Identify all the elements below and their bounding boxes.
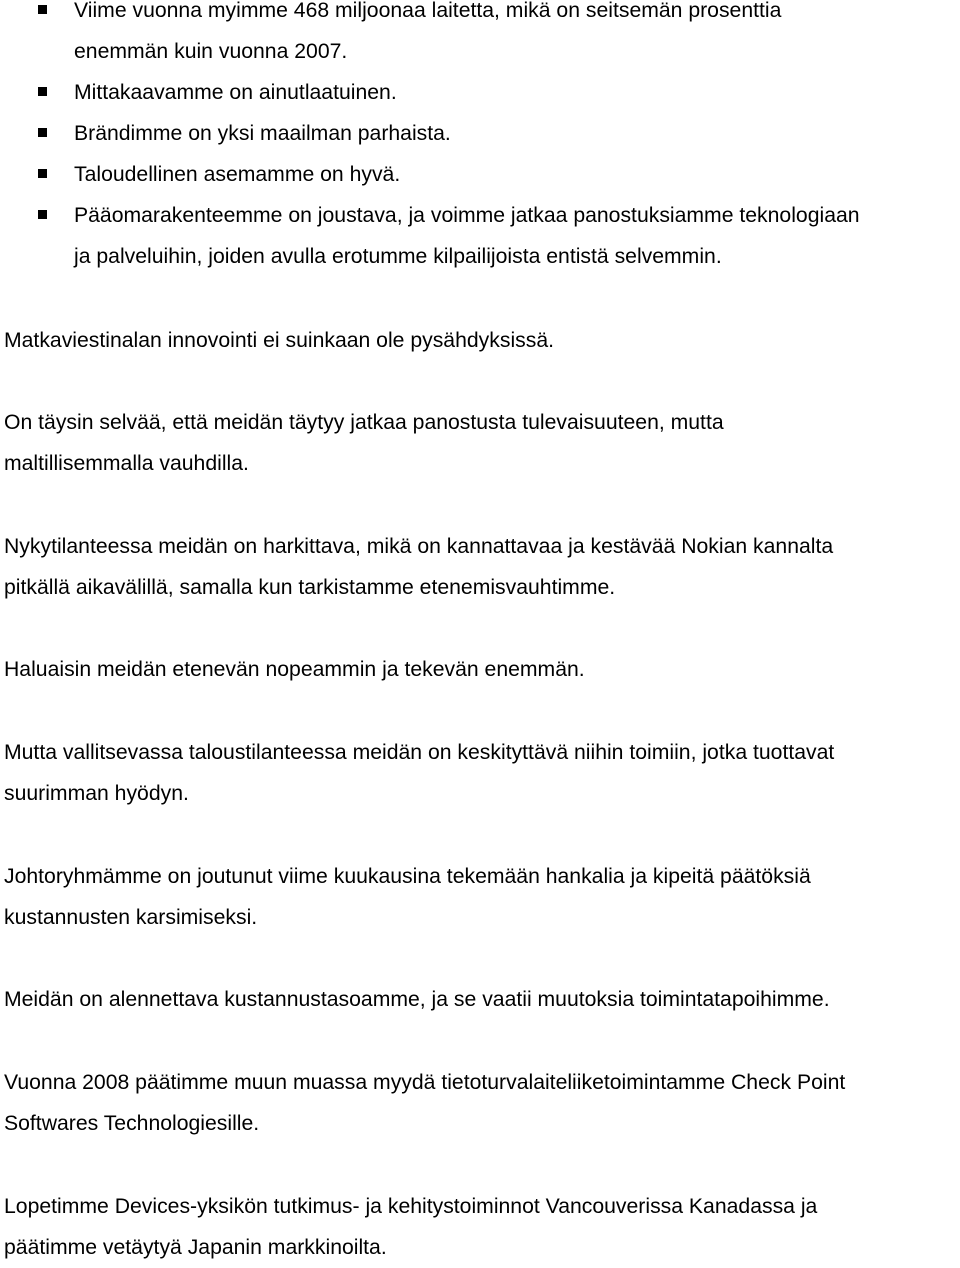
bullet-line: Brändimme on yksi maailman parhaista. [74,122,451,145]
paragraph-line: maltillisemmalla vauhdilla. [4,452,249,475]
bullet-line: Viime vuonna myimme 468 miljoonaa laitetta, mikä on seitsemän prosenttia [74,0,782,22]
paragraph-line: Nykytilanteessa meidän on harkittava, mikä on kannattavaa ja kestävää Nokian kannalta [4,535,834,558]
paragraph-line: Vuonna 2008 päätimme muun muassa myydä tietoturvalaiteliiketoimintamme Check Point [4,1071,846,1094]
paragraph [4,1062,959,1144]
bullet-item [0,0,960,72]
bullet-list [0,0,960,277]
paragraph-line: Meidän on alennettava kustannustasoamme, ja se vaatii muutoksia toimintatapoihimme. [4,988,830,1011]
paragraph [4,320,959,361]
paragraph-line: Haluaisin meidän etenevän nopeammin ja tekevän enemmän. [4,658,585,681]
paragraph-line: Matkaviestinalan innovointi ei suinkaan ole pysähdyksissä. [4,329,555,352]
square-bullet-icon [38,128,47,137]
square-bullet-icon [38,87,47,96]
paragraph-line: pitkällä aikavälillä, samalla kun tarkistamme etenemisvauhtimme. [4,576,616,599]
square-bullet-icon [38,169,47,178]
square-bullet-icon [38,210,47,219]
paragraph-line: kustannusten karsimiseksi. [4,906,258,929]
bullet-line: Taloudellinen asemamme on hyvä. [74,163,401,186]
square-bullet-icon [38,5,47,14]
bullet-line: enemmän kuin vuonna 2007. [74,40,348,63]
bullet-item [0,72,960,113]
paragraph-line: Mutta vallitsevassa taloustilanteessa meidän on keskityttävä niihin toimiin, jotka tuottavat [4,741,835,764]
paragraph-line: Lopetimme Devices-yksikön tutkimus- ja kehitystoiminnot Vancouverissa Kanadassa ja [4,1195,818,1218]
paragraph [4,1186,959,1268]
paragraph [4,526,959,608]
paragraph-line: Johtoryhmämme on joutunut viime kuukausina tekemään hankalia ja kipeitä päätöksiä [4,865,811,888]
paragraph-line: On täysin selvää, että meidän täytyy jatkaa panostusta tulevaisuuteen, mutta [4,411,724,434]
bullet-line: Mittakaavamme on ainutlaatuinen. [74,81,397,104]
bullet-item [0,113,960,154]
paragraph [4,732,959,814]
paragraph-line: suurimman hyödyn. [4,782,189,805]
bullet-item [0,154,960,195]
bullet-item [0,195,960,277]
paragraph-line: Softwares Technologiesille. [4,1112,260,1135]
bullet-line: Pääomarakenteemme on joustava, ja voimme jatkaa panostuksiamme teknologiaan [74,204,860,227]
paragraph [4,649,959,690]
paragraph [4,979,959,1020]
paragraph-line: päätimme vetäytyä Japanin markkinoilta. [4,1236,387,1259]
paragraph [4,402,959,484]
bullet-line: ja palveluihin, joiden avulla erotumme kilpailijoista entistä selvemmin. [74,245,722,268]
paragraph [4,856,959,938]
